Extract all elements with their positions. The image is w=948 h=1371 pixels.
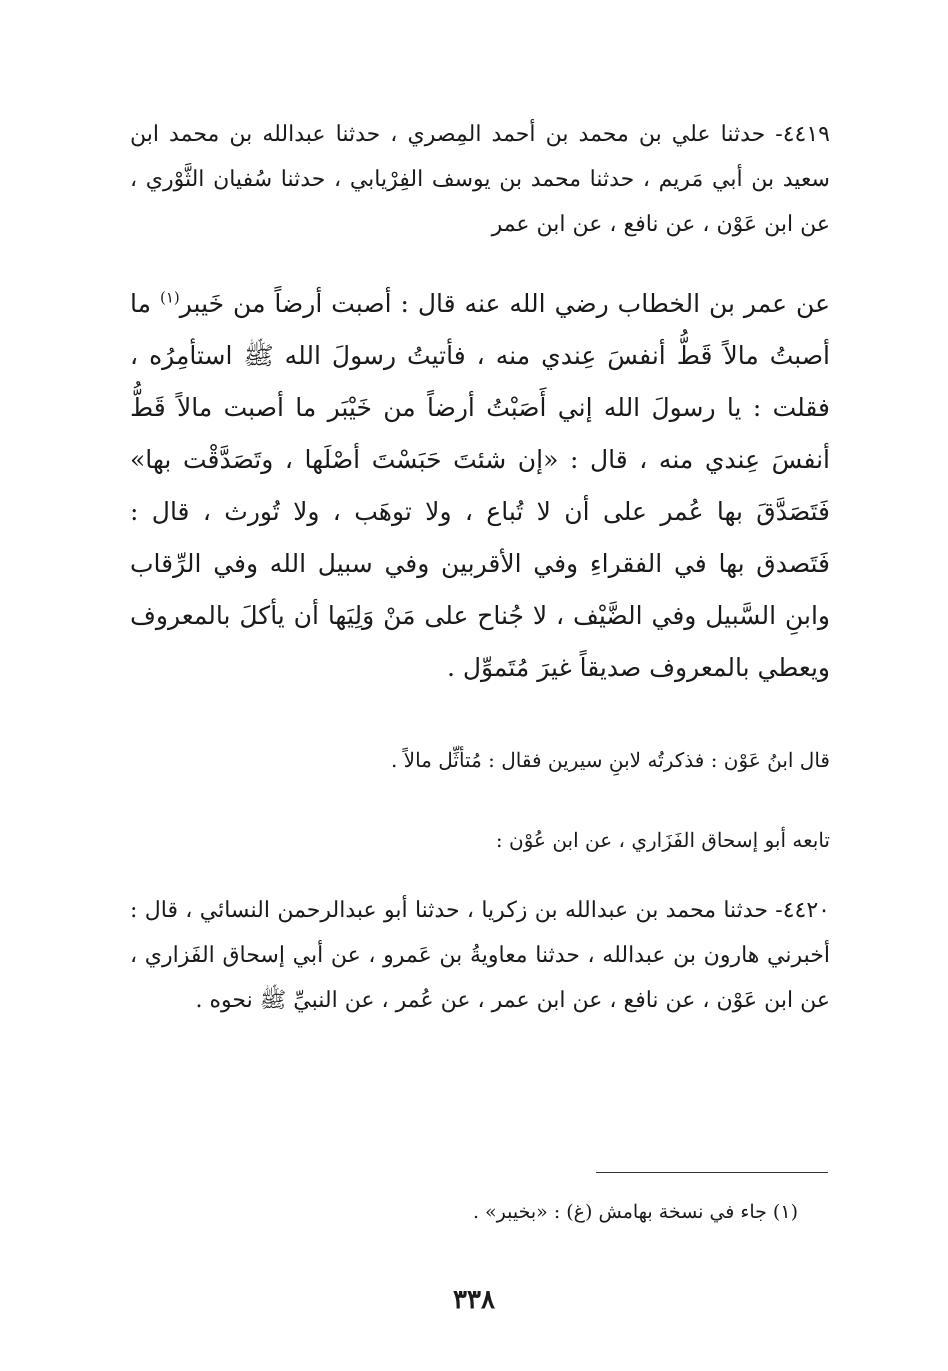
- page-number-text: ٣٣٨: [453, 1285, 495, 1315]
- hadith-4419-isnad-text: ٤٤١٩- حدثنا علي بن محمد بن أحمد المِصري ، حدثنا عبدالله بن محمد ابن سعيد بن أبي مَريم ، حدثنا محمد بن يوسف الفِرْيابي ، حدثنا سُفيان الثَّوْري ، عن ابن عَوْن ، عن نافع ، عن ابن عمر: [130, 122, 830, 237]
- hadith-4420: [130, 888, 830, 1023]
- mutaba-line: [130, 820, 830, 860]
- footnote-separator: [596, 1172, 828, 1173]
- footnote-text: (١) جاء في نسخة بهامش (غ) : «بخيبر» .: [472, 1201, 798, 1223]
- hadith-4419-matn-opening: عن عمر بن الخطاب رضي الله عنه قال : أصبت أرضاً من خَيبر: [179, 289, 830, 318]
- hadith-4419-matn-rest: ما أصبتُ مالاً قَطُّ أنفسَ عِندي منه ، فأتيتُ رسولَ الله ﷺ استأمِرُه ، فقلت : يا رسولَ الله إني أَصَبْتُ أرضاً من خَيْبَر ما أصبت مالاً قَطُّ أنفسَ عِندي منه ، قال : «إن شئتَ حَبَسْتَ أصْلَها ، وتَصَدَّقْت بها» فَتَصَدَّقَ بها عُمر على أن لا تُباع ، ولا توهَب ، ولا تُورث ، قال : فَتَصدق بها في الفقراءِ وفي الأقربين وفي سبيل الله وفي الرِّقاب وابنِ السَّبيل وفي الضَّيْف ، لا جُناح على مَنْ وَلِيَها أن يأكلَ بالمعروف ويعطي بالمعروف صديقاً غيرَ مُتَموِّل .: [130, 289, 830, 682]
- page-number: [0, 1285, 948, 1315]
- hadith-4419-matn: [130, 278, 830, 694]
- hadith-4420-text: ٤٤٢٠- حدثنا محمد بن عبدالله بن زكريا ، حدثنا أبو عبدالرحمن النسائي ، قال : أخبرني هارون بن عبدالله ، حدثنا معاويةُ بن عَمرو ، عن أبي إسحاق الفَزاري ، عن ابن عَوْن ، عن نافع ، عن ابن عمر ، عن عُمر ، عن النبيِّ ﷺ نحوه .: [130, 898, 830, 1013]
- ibn-awn-note-text: قال ابنُ عَوْن : فذكرتُه لابنِ سيرين فقال : مُتأثِّل مالاً .: [390, 748, 830, 772]
- mutaba-text: تابعه أبو إسحاق الفَزَاري ، عن ابن عُوْن :: [495, 828, 830, 852]
- footnote: [473, 1195, 798, 1229]
- hadith-4419-isnad: [130, 112, 830, 247]
- ibn-awn-note: [130, 740, 830, 780]
- footnote-reference: (١): [159, 288, 180, 307]
